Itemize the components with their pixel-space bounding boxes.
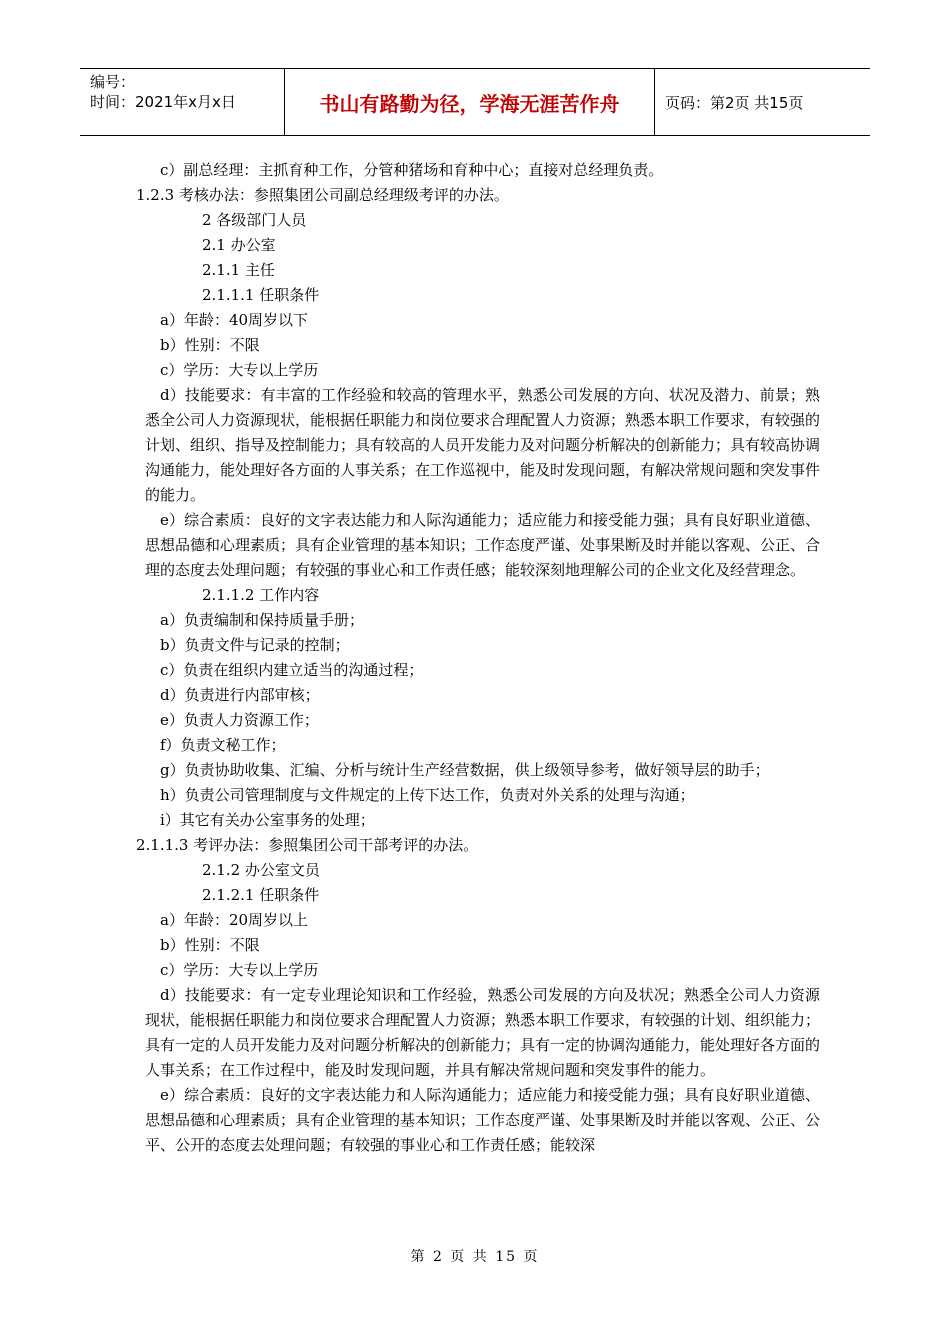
paragraph: e）综合素质：良好的文字表达能力和人际沟通能力；适应能力和接受能力强；具有良好职业道德、思想品德和心理素质；具有企业管理的基本知识；工作态度严谨、处事果断及时并能以客观、公正、公平、公开的态度去处理问题；有较强的事业心和工作责任感；能较深 bbox=[145, 1086, 821, 1154]
text-line: 2.1 办公室 bbox=[202, 236, 276, 254]
text-line: f）负责文秘工作； bbox=[160, 736, 286, 754]
text-line: h）负责公司管理制度与文件规定的上传下达工作，负责对外关系的处理与沟通； bbox=[160, 786, 695, 804]
text-line: d）负责进行内部审核； bbox=[160, 686, 320, 704]
header-id: 编号： bbox=[90, 73, 136, 91]
text-line: b）性别：不限 bbox=[160, 936, 260, 954]
paragraph: d）技能要求：有丰富的工作经验和较高的管理水平，熟悉公司发展的方向、状况及潜力、前景；熟悉全公司人力资源现状，能根据任职能力和岗位要求合理配置人力资源；熟悉本职工作要求，有较强的计划、组织、指导及控制能力；具有较高的人员开发能力及对问题分析解决的创新能力；具有较高协调沟通能力，能处理好各方面的人事关系；在工作巡视中，能及时发现问题，有解决常规问题和突发事件的能力。 bbox=[145, 386, 821, 504]
text-line: 2.1.1.3 考评办法：参照集团公司干部考评的办法。 bbox=[136, 836, 479, 854]
text-line: a）年龄：20周岁以上 bbox=[160, 911, 309, 929]
text-line: 2.1.1 主任 bbox=[202, 261, 275, 279]
text-line: 2.1.1.2 工作内容 bbox=[202, 586, 320, 604]
text-line: i）其它有关办公室事务的处理； bbox=[160, 811, 375, 829]
paragraph: e）综合素质：良好的文字表达能力和人际沟通能力；适应能力和接受能力强；具有良好职业道德、思想品德和心理素质；具有企业管理的基本知识；工作态度严谨、处事果断及时并能以客观、公正、合理的态度去处理问题；有较强的事业心和工作责任感；能较深刻地理解公司的企业文化及经营理念。 bbox=[145, 511, 821, 579]
text-line: b）性别：不限 bbox=[160, 336, 260, 354]
text-line: 2.1.1.1 任职条件 bbox=[202, 286, 320, 304]
text-line: a）年龄：40周岁以下 bbox=[160, 311, 309, 329]
text-line: b）负责文件与记录的控制； bbox=[160, 636, 350, 654]
text-line: c）学历：大专以上学历 bbox=[160, 961, 319, 979]
header-page-info: 页码：第2页 共15页 bbox=[665, 93, 804, 112]
text-line: 2 各级部门人员 bbox=[202, 211, 307, 229]
text-line: a）负责编制和保持质量手册； bbox=[160, 611, 364, 629]
paragraph: d）技能要求：有一定专业理论知识和工作经验，熟悉公司发展的方向及状况；熟悉全公司人力资源现状，能根据任职能力和岗位要求合理配置人力资源；熟悉本职工作要求，有较强的计划、组织能力；具有一定的人员开发能力及对问题分析解决的创新能力；具有一定的协调沟通能力，能处理好各方面的人事关系；在工作过程中，能及时发现问题，并具有解决常规问题和突发事件的能力。 bbox=[145, 986, 821, 1079]
text-line: 2.1.2.1 任职条件 bbox=[202, 886, 320, 904]
header-motto: 书山有路勤为径，学海无涯苦作舟 bbox=[285, 69, 655, 135]
text-line: 1.2.3 考核办法：参照集团公司副总经理级考评的办法。 bbox=[136, 186, 509, 204]
text-line: c）负责在组织内建立适当的沟通过程； bbox=[160, 661, 424, 679]
document-body bbox=[136, 158, 821, 1158]
paragraph: g）负责协助收集、汇编、分析与统计生产经营数据，供上级领导参考，做好领导层的助手； bbox=[160, 761, 770, 779]
text-line: c）副总经理：主抓育种工作，分管种猪场和育种中心；直接对总经理负责。 bbox=[160, 161, 664, 179]
text-line: 2.1.2 办公室文员 bbox=[202, 861, 320, 879]
header-meta bbox=[80, 69, 285, 135]
header-date: 时间：2021年x月x日 bbox=[90, 93, 236, 111]
page-header bbox=[80, 68, 870, 136]
text-line: e）负责人力资源工作； bbox=[160, 711, 319, 729]
page-footer: 第 2 页 共 15 页 bbox=[410, 1249, 540, 1265]
text-line: c）学历：大专以上学历 bbox=[160, 361, 319, 379]
